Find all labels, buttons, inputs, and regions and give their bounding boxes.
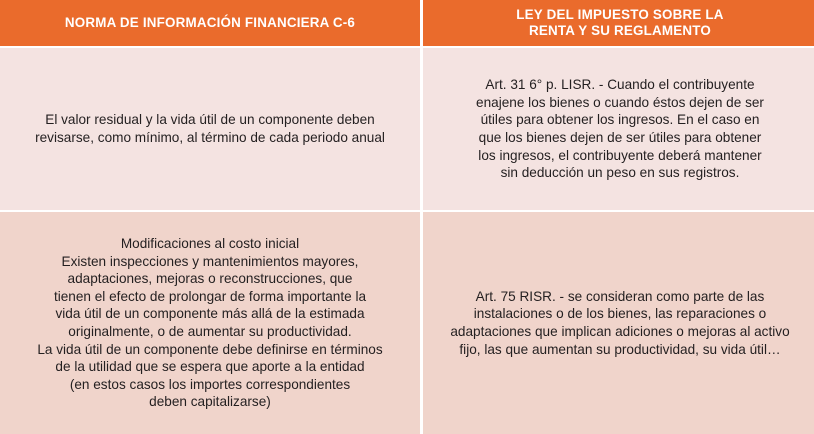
text-line: deben capitalizarse) [149, 394, 271, 410]
text-line: de la utilidad que se espera que aporte a la entidad [55, 359, 365, 375]
text-line: Art. 31 6° p. LISR. - Cuando el contribuyente [485, 77, 755, 93]
header-lisr: LEY DEL IMPUESTO SOBRE LA RENTA Y SU REGLAMENTO [423, 0, 814, 46]
header-nif-c6: NORMA DE INFORMACIÓN FINANCIERA C-6 [0, 0, 420, 46]
text-line: adaptaciones, mejoras o reconstrucciones, que [67, 271, 353, 287]
text-line: tienen el efecto de prolongar de forma importante la [53, 288, 367, 304]
text-line: que los bienes dejen de ser útiles para obtener [478, 130, 762, 145]
text-line: instalaciones o de los bienes, las reparaciones o [473, 306, 767, 322]
row1-lisr-cell [423, 48, 814, 210]
row2-lisr-text [450, 288, 789, 358]
text-line: Modificaciones al costo inicial [120, 236, 300, 252]
row2-lisr-cell [423, 212, 814, 434]
text-line: fijo, las que aumentan su productividad, su vida útil… [459, 341, 781, 357]
text-line: originalmente, o de aumentar su productividad. [68, 324, 352, 339]
text-line: los ingresos, el contribuyente deberá mantener [478, 147, 762, 163]
row2-nif-cell [0, 212, 420, 434]
row1-nif-cell [0, 48, 420, 210]
text-line: Art. 75 RISR. - se consideran como parte de las [475, 288, 765, 304]
text-line: útiles para obtener los ingresos. En el caso en [480, 112, 760, 128]
text-line: vida útil de un componente más allá de la estimada [55, 306, 365, 322]
row1-lisr-text [476, 76, 764, 182]
text-line: (en estos casos los importes correspondientes [69, 376, 351, 392]
text-line: sin deducción un peso en sus registros. [500, 165, 740, 181]
row1-nif-text [35, 111, 385, 146]
text-line: adaptaciones que implican adiciones o mejoras al activo [450, 324, 790, 339]
row2-nif-text [37, 235, 382, 411]
text-line: revisarse, como mínimo, al término de cada periodo anual [35, 130, 385, 145]
text-line: enajene los bienes o cuando éstos dejen de ser [476, 94, 764, 110]
text-line: El valor residual y la vida útil de un componente deben [45, 112, 375, 128]
text-line: Existen inspecciones y mantenimientos mayores, [61, 253, 359, 269]
text-line: La vida útil de un componente debe definirse en términos [37, 341, 383, 357]
